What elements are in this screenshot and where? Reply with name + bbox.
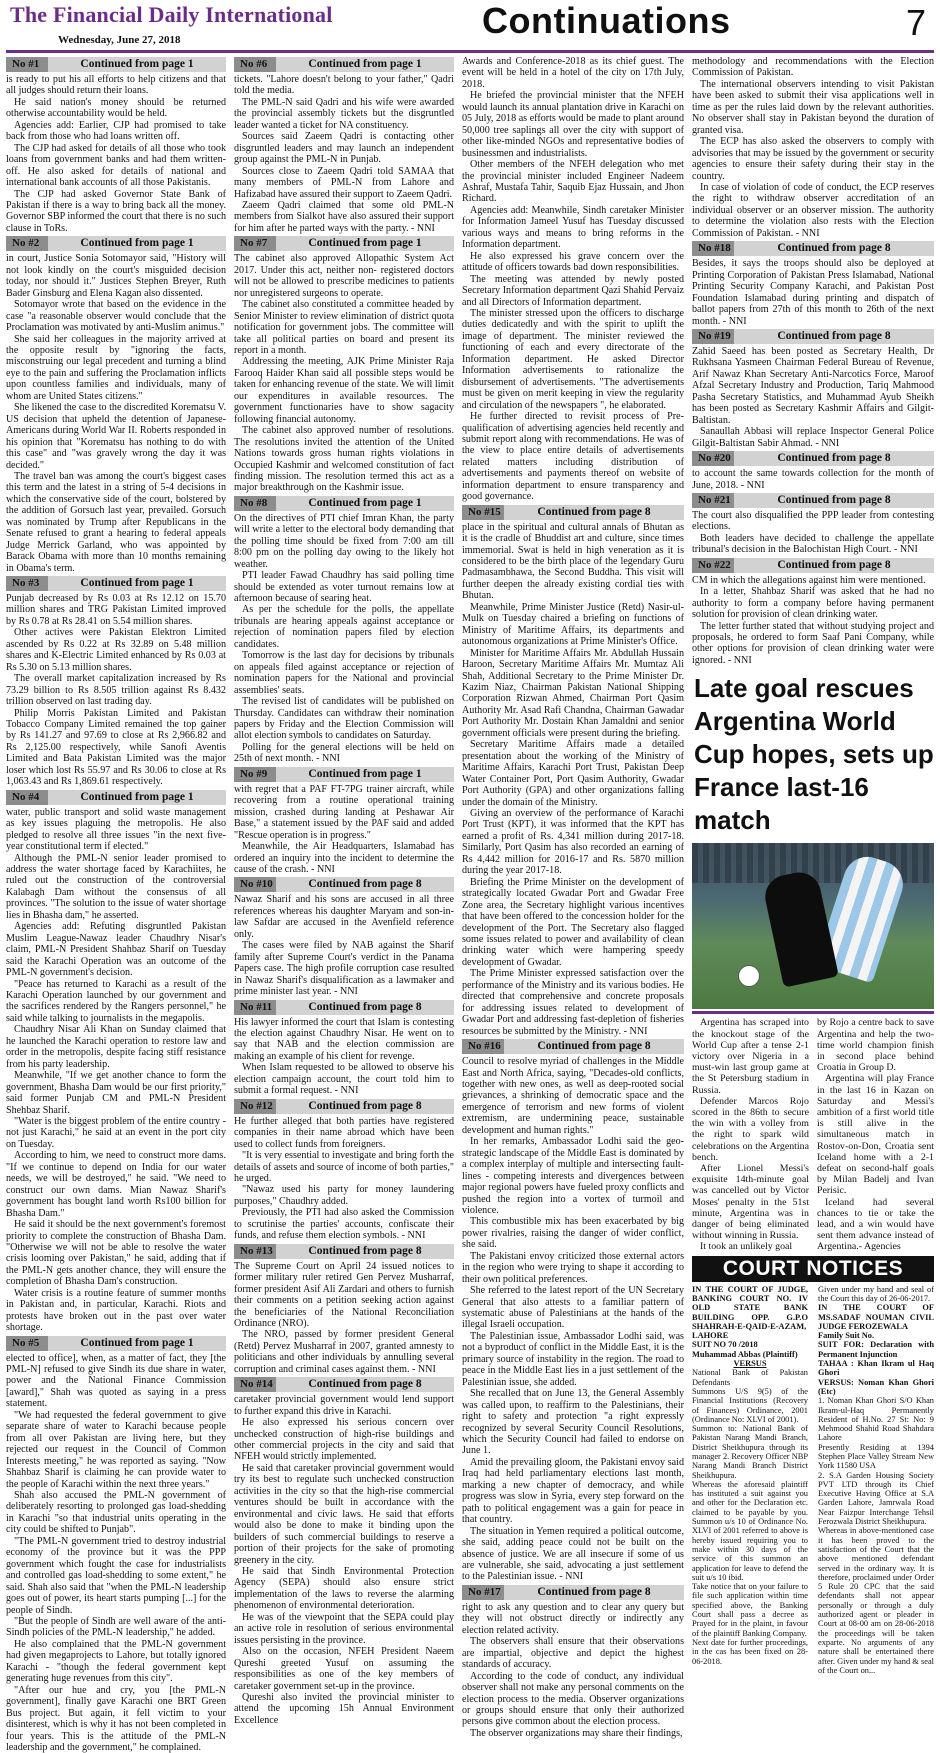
story-continued-label: Continued from page 1 [48,576,226,591]
story-paragraph: right to ask any question and to clear any query but they will not obstruct directly or indirectly any election related activity. [462,1601,684,1636]
story-paragraph: Both leaders have decided to challenge the appellate tribunal's decision in the Balochistan High Court. - NNI [692,532,934,556]
nigeria-player-figure [761,869,839,988]
story-number: No #17 [462,1585,504,1600]
story-paragraph: elected to office], when, as a matter of fact, they [the PML-N] refused to give Sindh its due share in water, power and the National Finance Commission [award]," Shah was quoted as saying in a press statement. [6,1352,226,1410]
football-photo [692,843,934,1009]
story-paragraph: In a letter, Shahbaz Sharif was asked that he had no authority to form a company before having permanent solution for provision of clean drinking water. [692,586,934,621]
story-number: No #8 [234,496,276,511]
story-paragraph: In her remarks, Ambassador Lodhi said the geo-strategic landscape of the Middle East is dominated by a complex interplay of multiple and intersecting fault-lines - competing interests and divergences between major regional powers have fueled proxy conflicts and pushed the region into a vortex of turmoil and violence. [462,1136,684,1216]
story-paragraph: Meanwhile, "If we get another chance to form the government, Bhasha Dam would be our first priority," said former Punjab CM and PML-N President Shehbaz Sharif. [6,1070,226,1116]
story-paragraph: Minister for Maritime Affairs Mr. Abdullah Hussain Haroon, Secretary Maritime Affairs Mr. Mumtaz Ali Shah, Additional Secretary to the Prime Minister Dr. Kazim Niaz, Chairman Pakistan National Shipping Corporation Rizwan Ahmed, Chairman Port Qasim Authority Mr. Asad Rafi Chandna, Chairman Gawadar Port Authority Mr. Dostain Khan Jamaldni and senior government officials were present during the briefing. [462,647,684,739]
story-14 [234,1377,454,1726]
story-header [692,451,934,466]
story-paragraph: tickets. "Lahore doesn't belong to your father," Qadri told the media. [234,74,454,97]
story-9 [234,767,454,876]
story-3 [6,576,226,788]
story-continued-label: Continued from page 8 [276,877,454,892]
story-2 [6,236,226,574]
story-header [234,57,454,72]
story-continued-label: Continued from page 1 [276,236,454,251]
story-number: No #21 [692,493,734,508]
story-paragraph: He also expressed his grave concern over the attitude of officers towards bad down responsibilities. [462,250,684,274]
story-paragraph: The Palestinian issue, Ambassador Lodhi said, was not a byproduct of conflict in the Middle East, it is the primary source of instability in the region. The road to peace in the Middle East lies in a just settlement of the Palestinian issue, she added. [462,1330,684,1388]
story-header [234,496,454,511]
court-notices-banner: COURT NOTICES [692,1256,934,1282]
story-body [234,1017,454,1097]
story-paragraph: According to him, we need to construct more dams. "If we continue to depend on India for our water needs, we will be destroyed," he said. "We need to construct our own dams. Mian Nawaz Sharif's government has bought land worth Rs100 billion for Bhasha Dam." [6,1150,226,1219]
story-paragraph: Sources said Zaeem Qadri is contacting other disgruntled leaders and may launch an independent group against the PML-N in Punjab. [234,131,454,166]
story-19 [692,56,934,239]
story-body [462,56,684,503]
story-paragraph: The CJP had asked for details of all those who took loans from government banks and had them written-off. He also asked for details of national and international bank accounts of all those Pakistanis. [6,142,226,189]
story-paragraph: He also expressed his serious concern over unchecked construction of high-rise buildings and other commercial projects in the city and said that NFEH would strictly implemented. [234,1417,454,1463]
story-paragraph: The Prime Minister expressed satisfaction over the performance of the Ministry and its various bodies. He directed that comprehensive and concrete proposals for addressing issues related to development of Gwadar Port and addressing fast-depletion of fisheries resources be submitted by the Ministry. - NNI [462,968,684,1037]
story-number: No #13 [234,1244,276,1259]
story-paragraph: The cases were filed by NAB against the Sharif family after Supreme Court's verdict in the Panama Papers case. The high profile corruption case resulted in Nawaz Sharif's disqualification as a lawmaker and prime minister last year. - NNI [234,940,454,998]
story-paragraph: Previously, the PTI had also asked the Commission to scrutinise the parties' accounts, confiscate their funds, and refuse them election symbols. - NNI [234,1207,454,1242]
story-paragraph: Philip Morris Pakistan Limited and Pakistan Tobacco Company Limited remained the top gainer by Rs 141.27 and 97.69 to close at Rs 2,966.82 and Rs 2,125.00 respectively, while Sanofi Aventis Limited and Bata Pakistan Limited was the major loser which lost Rs 55.97 and Rs 30.06 to close at Rs 1,063.43 and Rs 1,869.61 respectively. [6,707,226,788]
story-paragraph: Shah also accused the PML-N government of deliberately resorting to prolonged gas load-shedding in Karachi "so that industrial units operating in the city could be shifted to Punjab". [6,1490,226,1536]
story-body [692,56,934,239]
story-body [462,1602,684,1739]
column-1 [6,56,226,1753]
story-number: No #2 [6,236,48,251]
court-notice-line: SUIT FOR: Declaration with Permanent Injunction [818,1340,934,1359]
story-paragraph: Zahid Saeed has been posted as Secretary Health, Dr Rukhsana Yasmeen Chairman Federal Bureau of Revenue, Arif Nawaz Khan Secretary Anti-Narcotics Force, Maroof Afzal Secretary Industry and Production, Tariq Mahmood Pasha Secretary Statistics, and Muhammad Ayub Sheikh has been posted as Secretary Kashmir Affairs and Gilgit-Baltistan. [692,345,934,426]
story-paragraph: Secretary Maritime Affairs made a detailed presentation about the working of the Ministry of Maritime Affairs, Karachi Port Trust, Pakistan Deep Water Container Port, Port Qasim Authority, Gwadar Port Authority (GPA) and other organizations falling under the domain of the Ministry. [462,739,684,808]
court-notice-line: IN THE COURT OF MS.SADAF NOUMAN CIVIL JUDGE FEROZEWALA [818,1303,934,1331]
court-notices [692,1285,934,1675]
column-2 [234,56,454,1726]
story-13 [234,1244,454,1376]
court-notice-line: TAHAA : Khan Ikram ul Haq Ghori [818,1359,934,1378]
story-continued-label: Continued from page 8 [734,558,934,573]
story-paragraph: He further alleged that both parties have registered companies in their name abroad which have been used to collect funds from foreigners. [234,1115,454,1150]
court-notice-line: Presently Residing at 1394 Stephen Place Valley Stream New York 11580 USA [818,1442,934,1471]
story-paragraph: He briefed the provincial minister that the NFEH would launch its annual plantation drive in Karachi on 05 July, 2018 as efforts would be made to plant around 50,000 tree saplings all over the city with support of other like-minded NGOs and representative bodies of businessmen and industrialists. [462,90,684,159]
feature-paragraph: Iceland had several chances to tie or take the lead, and a win would have sent them advance instead of Argentina.- Agencies [817,1196,934,1253]
story-21 [692,329,934,449]
story-16 [462,505,684,1037]
photo-rule [692,1011,934,1014]
story-header [234,1099,454,1114]
story-paragraph: place in the spiritual and cultural annals of Bhutan as it is the cradle of Bhuddist art and culture, since times immemorial. Swat is held in high veneration as it is considered to be the birth place of the legendary Guru Padmasambhawa, the Second Buddha. This visit will further deepen the already existing cordial ties with Bhutan. [462,521,684,602]
feature-paragraph: by Rojo a centre back to save Argentina and help the two-time world champion finish in second place behind Croatia in Group D. [817,1017,934,1074]
story-paragraph: The PML-N said Qadri and his wife were awarded the provincial assembly tickets but the disgruntled leader wanted a ticket for NA constituency. [234,96,454,131]
court-notice-line: Next date for further proceedings, in the cas has been fixed on 28-06-2018. [692,1637,808,1666]
story-paragraph: Sotomayor wrote that based on the evidence in the case "a reasonable observer would conclude that the Proclamation was motivated by anti-Muslim animus." [6,299,226,334]
story-body [462,522,684,1037]
story-paragraph: Agencies add: Meanwhile, Sindh caretaker Minister for Information Jameel Yusuf has Tuesday discussed various ways and means to bring reforms in the Information department. [462,204,684,251]
court-notice-line: VERSUS: Noman Khan Ghori (Etc) [818,1377,934,1396]
story-22 [692,451,934,491]
story-body [234,894,454,997]
story-paragraph: The overall market capitalization increased by Rs 73.29 billion to Rs 8.505 trillion against Rs 8.432 trillion observed on last trading day. [6,673,226,708]
court-notice-right [818,1285,934,1675]
story-paragraph: The CJP had asked Governor State Bank of Pakistan if there is a way to bring back all the money. Governor SBP informed the court that there is no such clause in ToRs. [6,188,226,234]
story-continued-label: Continued from page 8 [276,1099,454,1114]
story-paragraph: Besides, it says the troops should also be deployed at Printing Corporation of Pakistan Press Islamabad, National Printing Security Company Karachi, and Pakistan Post Foundation Islamabad during printing and dispatch of ballot papers from 27th of this month to 26th of the next month. - NNI [692,258,934,327]
story-paragraph: Agencies add: Refuting disgruntled Pakistan Muslim League-Nawaz leader Chaudhry Nisar's claim, PML-N President Shahbaz Sharif on Tuesday said the Karachi Operation was an outcome of the PML-N government's decision. [6,921,226,979]
story-continued-label: Continued from page 1 [48,57,226,72]
story-paragraph: Sources close to Zaeem Qadri told SAMAA that many members of PML-N from Lahore and Hafizabad have assured their support to Zaeem Qadri. [234,165,454,200]
story-paragraph: caretaker provincial government would lend support to further expand this drive in Karachi. [234,1394,454,1417]
court-notice-line: 2. S.A Garden Housing Society PVT LTD through its Chief Executive Having Office at S.A Garden Lahore, Jamrwala Road Near Faizpur Interchange Tehsil Ferozwala District Sheikhupura. [818,1470,934,1527]
court-notice-line: Whereas the aforesaid plaintiff has instituted a suit against you and other for the Declaration etc. claimed to be payable by you. Summon u/s 10 of Ordinance No. XLVI of 2001 referred to above is hereby issued requiring you to make within 30 days of the service of this summon an application for leave to defend the suit u/s 10 ibid. [692,1479,808,1582]
story-header [234,1000,454,1015]
masthead [6,0,934,50]
story-continued-label: Continued from page 1 [276,57,454,72]
story-header [462,1039,684,1054]
court-notice-line: National Bank of Pakistan Defendants [692,1368,808,1387]
feature-right-column [817,1017,934,1252]
story-number: No #5 [6,1336,48,1351]
story-15 [462,56,684,503]
story-paragraph: Briefing the Prime Minister on the development of strategically located Gwadar Port and Gwadar Free Zone area, the Secretary highlight various incentives that have been offered to the concession holder for the development of the Port. The Secretary also flagged some issues related to power and availability of clean drinking water which were hampering speedy development of Gwadar. [462,876,684,968]
story-paragraph: On the directives of PTI chief Imran Khan, the party will write a letter to the electoral body demanding that the polling time should be fixed from 7:00 am till 8:00 pm on the polling day owing to the likely hot weather. [234,512,454,570]
story-body [234,253,454,494]
story-paragraph: The court also disqualified the PPP leader from contesting elections. [692,509,934,533]
story-paragraph: Chaudhry Nisar Ali Khan on Sunday claimed that he launched the Karachi operation to restore law and order in the metropolis, despite facing stiff resistance from his party leadership. [6,1024,226,1070]
story-paragraph: Zaeem Qadri claimed that some old PML-N members from Sialkot have also assured their support for him after he parted ways with the party. - NNI [234,199,454,234]
story-4 [6,790,226,1334]
story-body [234,784,454,876]
story-paragraph: He further directed to revisit process of Pre-qualification of advertising agencies held recently and submit report along with recommendations. He was of the view to place entire details of advertisements related matters including distribution of advertisements and payments thereof on website of information department to ensure transparency and good governance. [462,411,684,503]
story-continued-label: Continued from page 8 [734,241,934,256]
story-paragraph: "After our hue and cry, you [the PML-N government], finally gave Karachi one BRT Green Bus project. But again, it fell victim to your disinterest, which is why it has not been completed in four years. This is the attitude of the PML-N leadership and the government," he complained. [6,1684,226,1753]
story-body [692,468,934,491]
story-paragraph: "Peace has returned to Karachi as a result of the Karachi Operation launched by our government and the sacrifices rendered by the Rangers personnel," he said while talking to journalists in the megapolis. [6,978,226,1024]
story-continued-label: Continued from page 1 [276,496,454,511]
story-header [234,236,454,251]
story-paragraph: She referred to the latest report of the UN Secretary General that also attests to a familiar pattern of systematic abuse of Palestinians at the hands of the illegal Israeli occupation. [462,1285,684,1331]
page-number: 7 [905,2,926,43]
football-ball [738,965,760,987]
story-18 [462,1585,684,1739]
story-paragraph: The NRO, passed by former president General (Retd) Pervez Musharraf in 2007, granted amnesty to politicians and other individuals by annulling several corruption and criminal cases against them. - NNI [234,1329,454,1375]
issue-date: Wednesday, June 27, 2018 [58,34,181,46]
story-body [234,513,454,765]
story-number: No #10 [234,877,276,892]
story-header [6,1336,226,1351]
story-continued-label: Continued from page 1 [48,236,226,251]
story-continued-label: Continued from page 8 [504,1585,684,1600]
story-12 [234,1099,454,1242]
story-body [462,1056,684,1583]
story-1 [6,57,226,234]
story-paragraph: His lawyer informed the court that Islam is contesting the election against Chaudhry Nisar. He went on to say that NAB and the election commission are making an example of his client for revenge. [234,1016,454,1062]
story-continued-label: Continued from page 1 [48,790,226,805]
story-paragraph: He said nation's money should be returned otherwise accountability would be held. [6,96,226,120]
story-body [692,510,934,556]
court-notice-line: SUIT NO 70 /2018 [692,1340,758,1350]
story-paragraph: The minister stressed upon the officers to discharge duties dedicatedly and with the spirit to uplift the image of department. The minister reviewed the functioning of each and every directorate of the Information department. He asked Director Information advertisements to rationalize the disbursement of advertisements. "The advertisements must be given on merit keeping in view the regularity and circulation of the newspapers ", he elaborated. [462,307,684,411]
story-header [234,1244,454,1259]
story-header [692,558,934,573]
story-paragraph: "The PML-N government tried to destroy industrial economy of the province but it was the PPP government which fought the case for industrialists and controlled gas load-shedding to some extent," he said. Shah also said that "when the PML-N leadership goes out of power, its heart starts pumping [...] for the people of Sindh. [6,1535,226,1616]
court-notice-line: Whereas in above-mentioned case it has been proved to the satisfaction of the Court that the above mentioned defendant served in the ordinary way. It is therefore, proclaimed under Order 5 Rule 20 CPC that the said defendants shall not appear personally or through a duly authorized agent or pleader in Court at 08-00 am on 28-06-2018 the proceedings will be taken exparte. No arguments of any nature shall be entertained there after. Given under my hand & seal of the Court on... [818,1526,934,1675]
story-paragraph: Giving an overview of the performance of Karachi Port Trust (KPT), it was informed that the KPT has earned a profit of Rs. 4,341 million during 2017-18. Similarly, Port Qasim has also recorded an earning of Rs 4,442 million for 2016-17 and Rs. 5870 million during the year 2017-18. [462,808,684,877]
story-paragraph: She said her colleagues in the majority arrived at the opposite result by "ignoring the facts, misconstruing our legal precedent and turning a blind eye to the pain and suffering the Proclamation inflicts upon countless families and individuals, many of whom are United States citizens." [6,333,226,402]
story-paragraph: In case of violation of code of conduct, the ECP reserves the right to withdraw observer accreditation of an individual observer or an observer mission. The authority to determine the violation also rests with the Election Commission of Pakistan. - NNI [692,181,934,239]
story-number: No #14 [234,1377,276,1392]
story-paragraph: is ready to put his all efforts to help citizens and that all judges should return their loans. [6,74,226,97]
story-header [234,877,454,892]
court-notice-line: IN THE COURT OF JUDGE, BANKING COURT NO. IV OLD STATE BANK BUILDING OPP. G.P.O SHAHRAH-E-QAID-E-AZAM, LAHORE [692,1284,808,1341]
story-paragraph: He said that caretaker provincial government would try its best to regulate such unchecked construction activities in the city so that the high-rise commercial ventures should be built in accordance with the environmental and civic laws. He said that efforts would also be done to make it binding upon the builders of such commercial buildings to reserve a portion of their projects for the sake of promoting greenery in the city. [234,1462,454,1566]
story-number: No #11 [234,1000,276,1015]
story-paragraph: "But the people of Sindh are well aware of the anti-Sindh policies of the PML-N leadership," he added. [6,1616,226,1639]
story-number: No #22 [692,558,734,573]
story-header [462,1585,684,1600]
story-paragraph: Amid the prevailing gloom, the Pakistani envoy said Iraq had held parliamentary elections last month, marking a new chapter of democracy, and while progress was slow in Syria, every step forward on the path to political engagement was a gain for peace in that country. [462,1456,684,1526]
story-paragraph: "It is very essential to investigate and bring forth the details of assets and source of income of both parties," he urged. [234,1150,454,1184]
story-20 [692,241,934,327]
story-body [692,346,934,449]
section-title: Continuations [482,0,731,41]
story-paragraph: Agencies add: Earlier, CJP had promised to take back from those who had loans written off. [6,119,226,143]
court-notice-line: Given under my hand and seal of the Court this day of 26-06-2017. [818,1284,934,1303]
story-paragraph: The observers shall ensure that their observations are impartial, objective and depict the highest standards of accuracy. [462,1636,684,1671]
story-paragraph: "Nawaz used his party for money laundering purposes," Chaudhry added. [234,1184,454,1207]
story-header [6,57,226,72]
story-continued-label: Continued from page 8 [504,1039,684,1054]
feature-paragraph: It took an unlikely goal [700,1241,793,1253]
story-paragraph: Sanaullah Abbasi will replace Inspector General Police Gilgit-Baltistan Sabir Ahmad. - NNI [692,426,934,449]
story-paragraph: Awards and Conference-2018 as its chief guest. The event will be held in a hotel of the city on 17th July, 2018. [462,56,684,90]
story-paragraph: She recalled that on June 13, the General Assembly was called upon, to reaffirm to the Palestinians, their right to safety and protection "a right expressly recognized by several Security Council Resolutions, which the Security Council had failed to endorse on June 1. [462,1388,684,1457]
story-paragraph: with regret that a PAF FT-7PG trainer aircraft, while recovering from a routine operational training mission, crashed during landing at Peshawar Air Base," a statement issued by the PAF said and added "Rescue operation is in progress." [234,783,454,841]
story-paragraph: Tomorrow is the last day for decisions by tribunals on appeals filed against acceptance or rejection of nomination papers for the National and provincial assemblies' seats. [234,650,454,696]
story-paragraph: The cabinet also approved number of resolutions. The resolutions invited the attention of the United Nations towards gross human rights violations in Occupied Kashmir and welcomed constitution of fact finding mission. The resolution termed this act as a major breakthrough on the Kashmir issue. [234,425,454,494]
column-3 [462,56,684,1739]
court-notice-line: VERSUS [733,1359,767,1369]
story-number: No #12 [234,1099,276,1114]
story-paragraph: Polling for the general elections will be held on 25th of next month. - NNI [234,741,454,765]
story-paragraph: methodology and recommendations with the Election Commission of Pakistan. [692,56,934,79]
story-number: No #19 [692,329,734,344]
court-notice-line: Summon to: National Bank of Pakistan Narang Mandi Branch, District Sheikhupura through its manager 2. Recovery Officer NBP Narang Mandi Branch District Sheikhupura. [692,1424,808,1480]
story-paragraph: This combustible mix has been exacerbated by big power rivalries, raising the danger of wider conflict, she said. [462,1216,684,1251]
story-paragraph: Other members of the NFEH delegation who met the provincial minister included Engineer Nadeem Ashraf, Mustafa Tahir, Saquib Ejaz Hussain, and Jhon Richard. [462,159,684,205]
story-paragraph: She likened the case to the discredited Korematsu V. US decision that upheld the detention of Japanese-Americans during World War II. Roberts responded in his opinion that "Korematsu has nothing to do with this case" and "was gravely wrong the day it was decided." [6,402,226,471]
story-header [462,505,684,520]
story-header [6,576,226,591]
story-paragraph: The Pakistani envoy criticized those external actors in the region who were trying to shape it according to their own political preferences. [462,1250,684,1285]
story-5 [6,1336,226,1753]
story-paragraph: He said that Sindh Environmental Protection Agency (SEPA) should also ensure strict implementation of the laws to reverse the alarming phenomenon of environmental deterioration. [234,1566,454,1612]
story-header [692,329,934,344]
story-paragraph: The ECP has also asked the observers to comply with advisories that may be issued by the government or security agencies to ensure their safety during their stay in the country. [692,136,934,182]
story-paragraph: Qureshi also invited the provincial minister to attend the upcoming 15h Annual Environment Excellence [234,1692,454,1726]
story-continued-label: Continued from page 8 [276,1377,454,1392]
story-continued-label: Continued from page 8 [734,329,934,344]
story-paragraph: Although the PML-N senior leader promised to address the water shortage faced by Karachiites, he ruled out the construction of the controversial Kalabagh Dam without the consensus of all provinces. "The solution to the issue of water shortage lies in Bhasha dam," he asserted. [6,852,226,921]
story-body [234,1261,454,1376]
story-body [692,258,934,327]
court-notice-line: Family Suit No. [818,1331,875,1341]
story-6 [234,57,454,234]
story-number: No #18 [692,241,734,256]
story-paragraph: "Water is the biggest problem of the entire country - not just Karachi," he said at an event in the port city on Tuesday. [6,1115,226,1150]
story-paragraph: The revised list of candidates will be published on Thursday. Candidates can withdraw their nomination papers by Friday and the Election Commission will allot election symbols to candidates on Saturday. [234,696,454,742]
story-body [692,575,934,667]
story-continued-label: Continued from page 8 [276,1244,454,1259]
court-notice-left [692,1285,808,1675]
story-paragraph: Punjab decreased by Rs 0.03 at Rs 12.12 on 15.70 million shares and TRG Pakistan Limited improved by Rs 0.78 at Rs 28.41 on 5.54 million shares. [6,593,226,627]
feature-paragraph: Defender Marcos Rojo scored in the 86th to secure the win with a volley from the right to spark wild celebrations on the Argentina bench. [692,1095,809,1163]
story-header [6,236,226,251]
column-4 [692,56,934,1675]
story-paragraph: Also on the occasion, NFEH President Naeem Qureshi greeted Yusuf on assuming the responsibilities as one of the key members of caretaker government set-up in the province. [234,1646,454,1692]
feature-left-column [692,1017,809,1252]
story-10 [234,877,454,997]
story-17 [462,1039,684,1583]
column-4-stories [692,56,934,666]
story-continued-label: Continued from page 8 [734,493,934,508]
story-paragraph: The Supreme Court on April 24 issued notices to former military ruler retired Gen Pervez Musharraf, former president Asif Ali Zardari and others to furnish their comments on a petition seeking action against the beneficiaries of the National Reconciliation Ordinance (NRO). [234,1260,454,1329]
story-body [6,807,226,1334]
court-notice-line: 1. Noman Khan Ghori S/O Khan Ikram-ul-Haq Permanently Resident of H.No. 27 St: No: 9 Mehmood Shahid Road Shahdara Lahore [818,1396,934,1443]
story-paragraph: The letter further stated that without studying project and proposals, he ordered to form Saaf Pani Company, while other options for provision of clean drinking water were ignored. - NNI [692,620,934,666]
story-11 [234,1000,454,1097]
story-paragraph: in court, Justice Sonia Sotomayor said, "History will not look kindly on the court's misguided decision today, nor should it." Justices Stephen Breyer, Ruth Bader Ginsburg and Elena Kagan also dissented. [6,253,226,299]
story-paragraph: Addressing the meeting, AJK Prime Minister Raja Farooq Haider Khan said all possible steps would be taken for enhancing revenue of the state. We will limit our expenditures in available resources. The government functionaries have to show sagacity following financial autonomy. [234,356,454,425]
story-number: No #15 [462,505,504,520]
story-number: No #16 [462,1039,504,1054]
story-7 [234,236,454,494]
story-header [692,241,934,256]
court-notice-line: Muhammad Abbas (Plaintiff) [692,1349,798,1359]
story-header [234,767,454,782]
story-paragraph: Meanwhile, the Air Headquarters, Islamabad has ordered an inquiry into the incident to determine the cause of the crash. - NNI [234,841,454,875]
masthead-rule [6,50,934,53]
story-paragraph: As per the schedule for the polls, the appellate tribunals are hearing appeals against acceptance or rejection of nomination papers filed by election candidates. [234,604,454,650]
story-number: No #7 [234,236,276,251]
story-paragraph: PTI leader Fawad Chaudhry has said polling time should be extended as voter turnout remains low at afternoon because of searing heat. [234,570,454,605]
story-body [234,1394,454,1726]
story-paragraph: to account the same towards collection for the month of June, 2018. - NNI [692,468,934,491]
story-paragraph: He said it should be the next government's foremost priority to complete the construction of Bhasha Dam. "Otherwise we will not be able to resolve the water crisis looming over Pakistan," he said, adding that if the PML-N gets another chance, they will ensure the completion of Bhasha Dam's construction. [6,1219,226,1288]
story-body [6,593,226,788]
story-paragraph: CM in which the allegations against him were mentioned. [692,574,926,586]
story-header [6,790,226,805]
story-continued-label: Continued from page 8 [504,505,684,520]
story-number: No #6 [234,57,276,72]
story-continued-label: Continued from page 8 [276,1000,454,1015]
story-body [234,74,454,234]
story-number: No #4 [6,790,48,805]
court-notice-line: Summons U/S 9(5) of the Financial Institutions (Recovery of Finances) Ordinance, 2001 (Ordinance No: XLVI of 2001). [692,1386,808,1424]
story-23 [692,493,934,556]
story-header [692,493,934,508]
story-continued-label: Continued from page 1 [276,767,454,782]
story-paragraph: water, public transport and solid waste management as key issues plaguing the metropolis. He also pledged to resolve all three issues "in the next five-year constitutional term if elected." [6,806,226,853]
story-paragraph: He also complained that the PML-N government had given megaprojects to Lahore, but totally ignored Karachi - "though the federal government kept generating huge revenues from this city". [6,1638,226,1685]
story-paragraph: "We had requested the federal government to give separate share of water to Karachi because people from all over Pakistan are living here, but they rejected our request in the Council of Common Interests meeting," he was reported as saying. "Now Shahbaz Sharif is claiming he can provide water to the people of Karachi within the next three years." [6,1409,226,1490]
story-body [6,253,226,574]
story-paragraph: The travel ban was among the court's biggest cases this term and the latest in a string of 5-4 decisions in which the conservative side of the court, bolstered by the addition of Gorsuch last year, prevailed. Gorsuch was nominated by Trump after Republicans in the Senate refused to grant a hearing to federal appeals Judge Merrick Garland, who was appointed by Barack Obama with more than 10 months remaining in Obama's term. [6,470,226,574]
story-paragraph: The observer organizations may share their findings, [470,1727,683,1739]
story-paragraph: Other actives were Pakistan Elektron Limited ascended by Rs 0.22 at Rs 32.89 on 5.48 million shares and K-Electric Limited enhanced by Rs 0.03 at Rs 5.30 on 5.13 million shares. [6,627,226,673]
story-number: No #9 [234,767,276,782]
court-notice-line: Take notice that on your failure to file such application within time specified above, the Banking Court shall pass a decree as Prayed for in the plaint, in favour of the plaintiff Banking Company. [692,1582,808,1638]
story-number: No #20 [692,451,734,466]
feature-paragraph: After Lionel Messi's exquisite 14th-minute goal was cancelled out by Victor Moses' penalty in the 51st minute, Argentina was in danger of being eliminated without winning in Russia. [692,1163,809,1242]
story-number: No #3 [6,576,48,591]
story-continued-label: Continued from page 8 [734,451,934,466]
story-24 [692,558,934,667]
feature-paragraph: Argentina will play France in the last 16 in Kazan on Saturday and Messi's ambition of a first world title is still alive in the simultaneous match in Rostov-on-Don, Croatia sent Iceland home with a 2-1 defeat on second-half goals by Milan Badelj and Ivan Perisic. [817,1073,934,1197]
story-body [6,74,226,234]
story-continued-label: Continued from page 1 [48,1336,226,1351]
story-body [234,1116,454,1242]
story-paragraph: The international observers intending to visit Pakistan have been asked to submit their visa applications well in time as per the rules laid down by the relevant authorities. No observer shall stay in Pakistan beyond the duration of granted visa. [692,78,934,136]
story-paragraph: When Islam requested to be allowed to observe his election campaign account, the court told him to submit a formal request. - NNI [234,1062,454,1097]
story-paragraph: The cabinet also constituted a committee headed by Senior Minister to review elimination of district quota notification for government jobs. The committee will take all political parties on board and present its report in a month. [234,299,454,356]
story-paragraph: Water crisis is a routine feature of summer months in Pakistan and, in particular, Karachi. Riots and protests have broken out in the past over water shortage. [6,1287,226,1334]
story-8 [234,496,454,765]
feature-paragraph: Argentina has scraped into the knockout stage of the World Cup after a tense 2-1 victory over Nigeria in a must-win last group game at the St Petersburg stadium in Russia. [692,1017,809,1096]
story-body [6,1353,226,1753]
story-paragraph: The situation in Yemen required a political outcome, she said, adding peace could not be built on the absence of justice. We are all insecure if some of us are vulnerable, she said, advocating a just settlement to the Palestinian issue. - NNI [462,1525,684,1583]
paper-title: The Financial Daily International [10,2,333,27]
story-header [234,1377,454,1392]
story-paragraph: Council to resolve myriad of challenges in the Middle East and North Africa, saying, "Decades-old conflicts, together with new ones, as well as deep-rooted social grievances, a shrinking of democratic space and the emergence of terrorism and new forms of violent extremism, are undermining peace, sustainable development and human rights." [462,1056,684,1136]
feature-headline: Late goal rescues Argentina World Cup hopes, sets up France last-16 match [694,673,934,836]
story-paragraph: He was of the viewpoint that the SEPA could play an active role in resolution of serious environmental issues persisting in the province. [234,1611,454,1646]
story-paragraph: According to the code of conduct, any individual observer shall not make any personal comments on the election process to the media. Observer organizations or groups should ensure that only their authorized persons give common about the election process. [462,1670,684,1728]
story-number: No #1 [6,57,48,72]
story-paragraph: Meanwhile, Prime Minister Justice (Retd) Nasir-ul-Mulk on Tuesday chaired a briefing on functions of Ministry of Maritime Affairs, its departments and autonomous organizations at Prime Minister's Office. [462,601,684,648]
feature-body [692,1017,934,1252]
story-paragraph: Nawaz Sharif and his sons are accused in all three references whereas his daughter Maryam and son-in-law Safdar are accused in the Avenfield reference only. [234,894,454,940]
story-paragraph: The cabinet also approved Allopathic System Act 2017. Under this act, neither non- registered doctors will not be allowed to prescribe medicines to patients nor unregistered surgeons to operate. [234,253,454,299]
story-paragraph: The meeting was attended by newly posted Secretary Information department Qazi Shahid Pervaiz and all Directors of Information department. [462,273,684,308]
